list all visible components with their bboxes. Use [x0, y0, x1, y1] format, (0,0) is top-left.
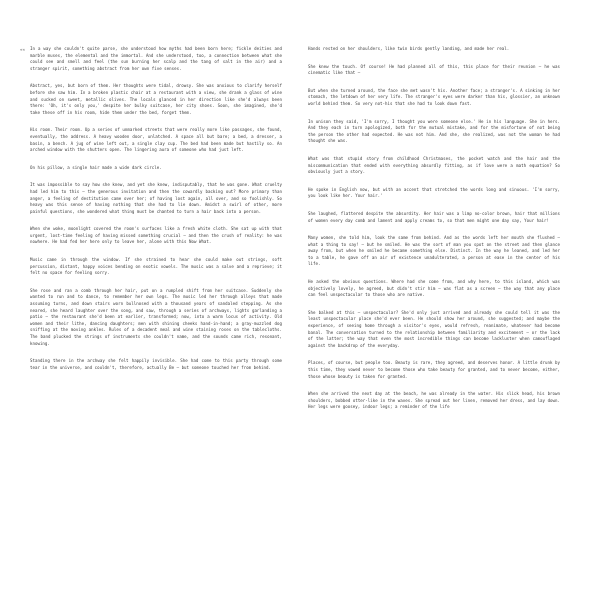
paragraph: She laughed, flattered despite the absurdity. Her hair was a limp no-color brown, hair that millions of women every day comb and lament and apply creams to, so that men might one day say, Your hair!: [308, 210, 560, 223]
paragraph: When she woke, moonlight covered the room's surfaces like a fresh white cloth. She sat up with that urgent, lost-time feeling of having missed something crucial — and then the crush of reality: he was nowhere. He had fed her here only to leave her, alone with this Now What.: [30, 226, 282, 245]
quote-marker: ««: [20, 47, 26, 52]
left-text-column: [20, 46, 282, 583]
paragraph: His room. Their room. Up a series of unmarked streets that were really more like passages, she found, eventually, the address. A heavy wooden door, unlatched. A space all but bare; a bed, a dresser, a basin, a bench. A jug of wine left out, a single clay cup. The bed had been made but hastily so. An arched window with the shutters open. The lingering aura of someone who had just left.: [30, 127, 282, 153]
paragraph: He spoke in English now, but with an accent that stretched the words long and sinuous. 'I'm sorry, you look like her. Your hair.': [308, 186, 560, 199]
paragraph: But when she turned around, the face she met wasn't his. Another face; a stranger's. A sinking in her stomach, the letdown of her very life. The stranger's eyes were darker than his, glossier, an unknown world behind them. So very not-his that she had to look down fast.: [308, 87, 560, 106]
paragraph: Places, of course, but people too. Beauty is rare, they agreed, and deserves honor. A little drunk by this time, they vowed never to become those who take beauty for granted, and to never become, either, those whose beauty is taken for granted.: [308, 360, 560, 379]
paragraph: It was impossible to say how she knew, and yet she knew, indisputably, that he was gone. What cruelty had led him to this — the generous invitation and then the cowardly backing out? More primary than anger, a feeling of destitution came over her; of having lost again, all over, and so foolishly. So heavy was this sense of having nothing that she had to lie down. Amidst a swirl of other, more painful questions, she wondered what thing must be chanted to turn a hair back into a person.: [30, 182, 282, 214]
paragraph: Standing there in the archway she felt happily invisible. She had come to this party through some tear in the universe, and couldn't, therefore, actually Be — but someone touched her from behind.: [30, 358, 282, 370]
paragraph: What was that stupid story from childhood Christmases, the pocket watch and the hair and the miscommunication that ended with everything absurdly fitting, as if love were a math equation? So obviously just a story.: [308, 155, 560, 175]
paragraph: In unison they said, 'I'm sorry, I thought you were someone else.' He in his language. She in hers. And they each in turn apologized, both for the mutual mistake, and for the misfortune of not being the person the other had expected. He was not him. And she, she realized, was not the woman he had thought she was.: [308, 118, 560, 144]
paragraph: He asked the obvious questions. Where had she come from, and why here, to this island, which was objectively lovely, he agreed, but didn't stir him — was flat as a screen — the way that any place can feel unspectacular to those who are native.: [308, 279, 560, 298]
paragraph: Hands rested on her shoulders, like twin birds gently landing, and made her real.: [308, 46, 510, 51]
paragraph: Abstract, yes, but born of them. Her thoughts were tidal, drowsy. She was anxious to clarify herself before she saw him. In a broken plastic chair at a restaurant with a view, she drank a glass of wine and sucked on sweet, metallic olives. The locals glanced in her direction like she'd always been there: 'Oh, it's only you,' despite her bulky suitcase, her city shoes. Soon, she imagined, she'd take these off in his room, hide them under the bed, forget them.: [30, 83, 282, 115]
paragraph: When she arrived the next day at the beach, he was already in the water. His slick head, his brown shoulders, bobbed otter-like in the waves. She spread out her linen, removed her dress, and lay down. Her legs were goosey, indoor legs; a reminder of the life: [308, 391, 560, 410]
paragraph: Many women, she told him, look the same from behind. And as the words left her mouth she flushed — what a thing to say! — but he smiled. He was the sort of man you spot on the street and then glance away from, but when he smiled he became something else. Distinct. In the way he leaned, and led her to a table, he gave off an air of existence unadulterated, a person at ease in the center of his life.: [308, 235, 560, 267]
paragraph: She balked at this — unspectacular? She'd only just arrived and already she could tell it was the least unspectacular place she'd ever been. He should show her around, she suggested; and maybe the experience, of seeing home through a visitor's eyes, would refresh, reanimate, whatever had become banal. The conversation turned to the relationship between familiarity and excitement — or the lack of the latter; the way that even the most incredible things can become lackluster when camouflaged against the backdrop of the everyday.: [308, 309, 560, 348]
paragraph: She knew the touch. Of course! He had planned all of this, this place for their reunion — he was cinematic like that —: [308, 63, 560, 76]
paragraph: On his pillow, a single hair made a wide dark circle.: [30, 164, 162, 170]
paragraph: In a way she couldn't quite parse, she understood how myths had been born here; fickle deities and marble muses, the elemental and the immortal. And she understood, too, a connection between what she could see and smell and feel (the sun burning her scalp and the tang of salt in the air) and a stranger spirit, something abstract from her own five senses.: [30, 46, 282, 71]
two-column-layout: [20, 46, 570, 583]
first-paragraph-wrapper: [20, 46, 282, 83]
paragraph: Music came in through the window. If she strained to hear she could make out strings, soft percussion, distant, happy voices bending on exotic vowels. The music was a salve and a reprieve; it felt no space for feeling sorry.: [30, 257, 282, 276]
right-text-column: [308, 46, 560, 583]
paragraph: She rose and ran a comb through her hair, put on a rumpled shift from her suitcase. Suddenly she wanted to run and to dance, to remember her own legs. The music led her through alleys that made assuming turns, and down stairs worn bullnosed with a thousand years of sandaled stepping. As she neared, she heard laughter over the song, and saw, through a series of archways, lights garlanding a patio — the restaurant she'd been at earlier, transformed; now, into a warm locus of activity. Old women and their lithe, dancing daughters; men with shining cheeks hand-in-hand; a gray-muzzled dog sniffing at the moving ankles. Rules of a decadent meal and wine staining roses on the tablecloths. The band plucked the strings of instruments she couldn't name, and the sounds came rich, resonant, knowing.: [30, 287, 282, 346]
